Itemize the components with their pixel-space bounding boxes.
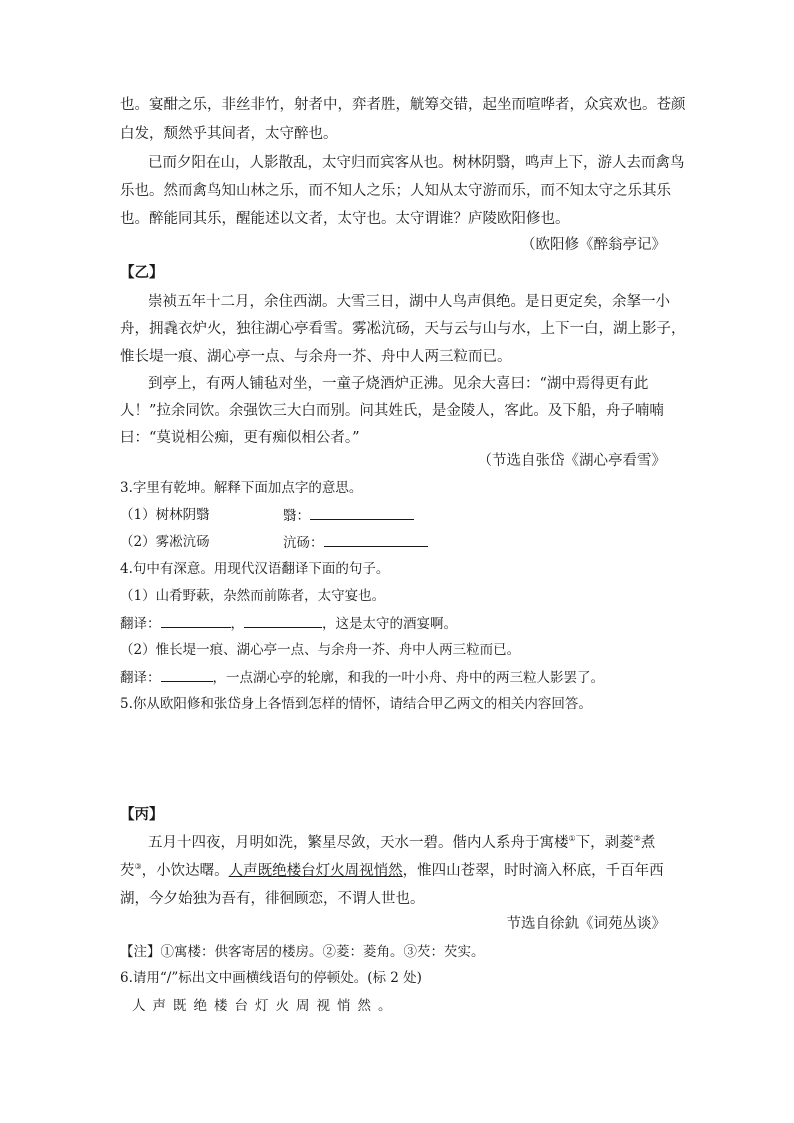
bing-heading: 【丙】 (120, 806, 164, 823)
q3-2-answer (283, 532, 428, 553)
note-marker-3: ③ (134, 862, 142, 872)
bing-l2-a: 芡 (120, 863, 135, 879)
yi-p1-line1: 崇祯五年十二月，余住西湖。大雪三日，湖中人鸟声俱绝。是日更定矣，余拏一小 (148, 294, 670, 310)
note-marker-1: ① (568, 834, 576, 844)
jia-p2-line1: 已而夕阳在山，人影散乱，太守归而宾客从也。树林阴翳，鸣声上下，游人去而禽鸟 (148, 155, 685, 171)
question-3-item-1 (120, 505, 210, 525)
yi-p2-line1: 到亭上，有两人铺毡对坐，一童子烧酒炉正沸。见余大喜曰：“湖中焉得更有此 (148, 376, 649, 392)
note-marker-2: ② (633, 834, 641, 844)
q3-2-blank[interactable] (324, 532, 428, 547)
question-3-item-2 (120, 532, 210, 552)
jia-source: （欧阳修《醉翁亭记》 (521, 237, 666, 253)
bing-l1-c: 煮 (640, 835, 656, 851)
jia-p1-line1: 也。宴酣之乐，非丝非竹，射者中，弈者胜，觥筹交错，起坐而喧哗者，众宾欢也。苍颜 (120, 97, 686, 113)
question-4-item-2: （2）惟长堤一痕、湖心亭一点、与余舟一芥、舟中人两三粒而已。 (120, 642, 521, 658)
q4-1-translation (120, 613, 457, 634)
q6-sentence[interactable]: 人声既绝楼台灯火周视悄然。 (132, 998, 399, 1014)
question-4-item-1: （1）山肴野蔌，杂然而前陈者，太守宴也。 (120, 588, 386, 604)
q4-2-prefix: 翻译： (120, 670, 161, 686)
question-6: 6.请用“/”标出文中画横线语句的停顿处。(标 2 处) (120, 970, 422, 986)
q4-1-blank-2[interactable] (244, 613, 322, 628)
q4-2-translation (120, 667, 604, 688)
bing-line3: 湖，今夕始独为吾有，徘徊顾恋，不谓人世也。 (120, 891, 425, 907)
q4-1-prefix: 翻译： (120, 616, 161, 632)
q3-2-word: 沆砀： (283, 535, 324, 551)
bing-l2-b: ，小饮达曙。 (141, 863, 229, 879)
underlined-sentence: 人声既绝楼台灯火周视悄然 (228, 863, 403, 879)
q3-1-answer (283, 505, 414, 526)
yi-p2-line2: 人！”拉余同饮。余强饮三大白而别。问其姓氏，是金陵人，客此。及下船，舟子喃喃 (120, 403, 664, 419)
q4-2-suffix: ，一点湖心亭的轮廓，和我的一叶小舟、舟中的两三粒人影罢了。 (212, 670, 604, 686)
jia-p2-line3: 也。醉能同其乐，醒能述以文者，太守也。太守谓谁？庐陵欧阳修也。 (120, 211, 570, 227)
yi-heading: 【乙】 (120, 264, 164, 281)
q3-1-blank[interactable] (310, 505, 414, 520)
bing-annotation: 【注】①寓楼：供客寄居的楼房。②菱：菱角。③芡：芡实。 (120, 944, 485, 960)
jia-p1-line2: 白发，颓然乎其间者，太守醉也。 (120, 126, 338, 142)
yi-source: （节选自张岱《湖心亭看雪》 (477, 453, 666, 469)
bing-l1-a: 五月十四夜，月明如洗，繁星尽敛，天水一碧。偕内人系舟于寓楼 (148, 835, 569, 851)
q4-1-suffix: ，这是太守的酒宴啊。 (322, 616, 457, 632)
yi-p1-line3: 惟长堤一痕、湖心亭一点、与余舟一芥、舟中人两三粒而已。 (120, 349, 512, 365)
question-5: 5.你从欧阳修和张岱身上各悟到怎样的情怀，请结合甲乙两文的相关内容回答。 (120, 696, 592, 712)
yi-p1-line2: 舟，拥毳衣炉火，独往湖心亭看雪。雾凇沆砀，天与云与山与水，上下一白，湖上影子， (120, 321, 686, 337)
bing-l2-c: ，惟四山苍翠，时时滴入杯底，千百年西 (402, 863, 664, 879)
yi-p2-line3: 曰：“莫说相公痴，更有痴似相公者。” (120, 430, 360, 446)
q3-2-label: （2）雾凇沆砀 (120, 534, 210, 550)
question-4: 4.句中有深意。用现代汉语翻译下面的句子。 (120, 561, 390, 577)
q3-1-label: （1）树林阴翳 (120, 507, 210, 523)
bing-line2 (120, 861, 664, 881)
jia-p2-line2: 乐也。然而禽鸟知山林之乐，而不知人之乐；人知从太守游而乐，而不知太守之乐其乐 (120, 183, 671, 199)
question-3: 3.字里有乾坤。解释下面加点字的意思。 (120, 480, 363, 496)
q3-1-word: 翳： (283, 508, 310, 524)
q4-2-blank[interactable] (161, 667, 213, 682)
q4-1-blank-1[interactable] (161, 613, 231, 628)
bing-line1 (148, 833, 655, 853)
bing-l1-b: 下，剥菱 (575, 835, 634, 851)
q4-1-sep: ， (230, 616, 244, 632)
bing-source: 节选自徐釚《词苑丛谈》 (506, 916, 666, 932)
